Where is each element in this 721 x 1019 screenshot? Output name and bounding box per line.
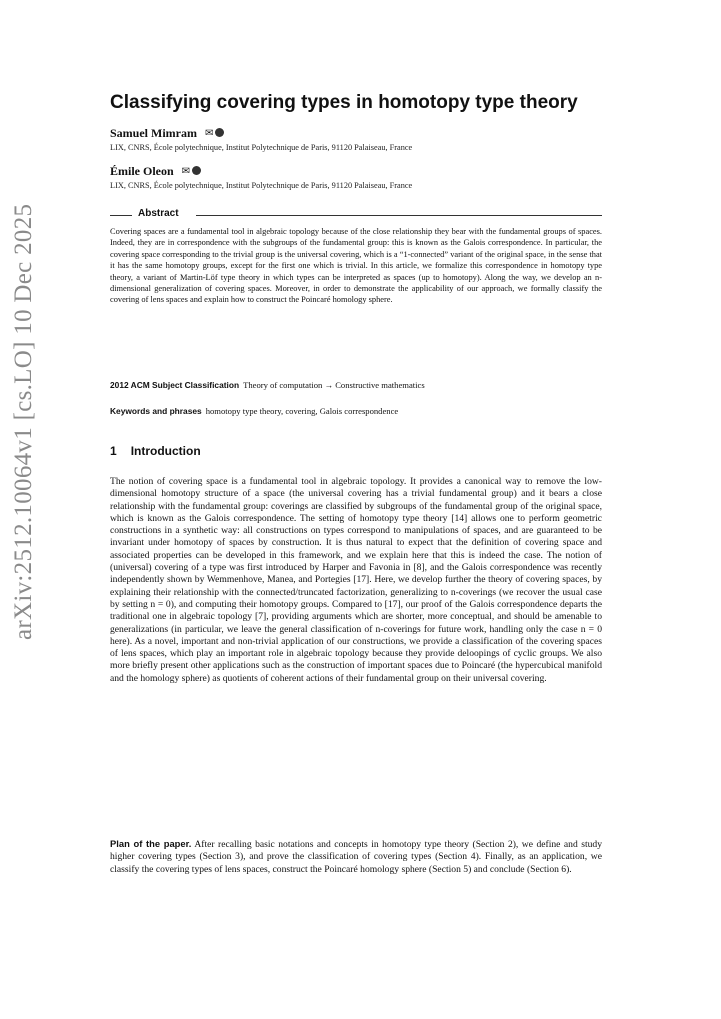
author-links	[182, 166, 201, 177]
abstract-rule-right	[196, 215, 602, 216]
keywords	[110, 406, 602, 416]
author-name	[110, 164, 201, 179]
author-name	[110, 126, 224, 141]
arxiv-identifier: arXiv:2512.10064v1 [cs.LO] 10 Dec 2025	[10, 203, 37, 640]
abstract-label: Abstract	[138, 208, 179, 219]
section-number: 1	[110, 444, 117, 458]
orcid-icon[interactable]	[192, 166, 201, 175]
author-affiliation: LIX, CNRS, École polytechnique, Institut Polytechnique de Paris, 91120 Palaiseau, France	[110, 181, 413, 190]
plan-paragraph	[110, 838, 602, 876]
author-name-text: Émile Oleon	[110, 164, 174, 178]
acm-label: 2012 ACM Subject Classification	[110, 380, 240, 390]
section-heading	[110, 444, 201, 458]
keywords-text: homotopy type theory, covering, Galois correspondence	[205, 406, 399, 416]
acm-classification	[110, 380, 602, 390]
abstract-header	[110, 208, 602, 222]
abstract-rule-left	[110, 215, 132, 216]
author-affiliation: LIX, CNRS, École polytechnique, Institut Polytechnique de Paris, 91120 Palaiseau, France	[110, 143, 413, 152]
envelope-icon[interactable]: ✉	[181, 166, 191, 177]
abstract-text: Covering spaces are a fundamental tool in algebraic topology because of the close relationship they bear with the fundamental groups of spaces. Indeed, they are in correspondence with the subgroups of the fundamental group: this is known as the Galois correspondence. In particular, the covering space corresponding to the trivial group is the universal covering, which is a “1-connected” variant of the original space, in the sense that it has the same homotopy groups, except for the first one which is trivial. In this article, we formalize this correspondence in homotopy type theory, a variant of Martin-Löf type theory in which types can be interpreted as spaces (up to homotopy). Along the way, we develop an n-dimensional generalization of covering spaces. Moreover, in order to demonstrate the applicability of our approach, we formally classify the covering of lens spaces and explain how to construct the Poincaré homology sphere.	[110, 227, 602, 305]
keywords-label: Keywords and phrases	[110, 406, 202, 416]
paper-title: Classifying covering types in homotopy type theory	[110, 92, 578, 113]
section-title: Introduction	[130, 444, 201, 458]
orcid-icon[interactable]	[215, 128, 224, 137]
introduction-paragraph: The notion of covering space is a fundamental tool in algebraic topology. It provides a canonical way to remove the low-dimensional homotopy structure of a space (the universal covering has a trivial fundamental group) and it bears a close relationship with the fundamental group: coverings are classified by subgroups of the fundamental group of the original space, which is known as the Galois correspondence. The setting of homotopy type theory [14] allows one to perform geometric constructions in a synthetic way: all constructions on types correspond to manipulations of spaces, and are guaranteed to be invariant under homotopy of spaces by construction. It is thus natural to expect that the definition of covering space and associated properties can be developed in this framework, and we explain here that this is indeed the case. The notion of (universal) covering of a type was first introduced by Harper and Favonia in [8], and the Galois correspondence was recently independently shown by Wemmenhove, Manea, and Portegies [17]. Here, we develop further the theory of covering spaces, by explaining their relationship with the connected/truncated factorization, generalizing to n-coverings (we recover the usual case by setting n = 0), and computing their homotopy groups. Compared to [17], our proof of the Galois correspondence departs the traditional one in algebraic topology [7], providing arguments which are shorter, more conceptual, and should be amenable to generalizations (in particular, we leave the general classification of n-coverings for future work, handling only the case n = 0 here). As a novel, important and non-trivial application of our constructions, we provide a classification of the covering spaces of lens spaces, which play an important role in algebraic topology because they provide deloopings of cyclic groups. We also more briefly present other applications such as the construction of important spaces due to Poincaré (the hypercubical manifold and the homology sphere) as quotients of coherent actions of their fundamental group on their universal covering.	[110, 476, 602, 684]
acm-text: Theory of computation → Constructive mathematics	[243, 380, 425, 390]
plan-label: Plan of the paper.	[110, 838, 192, 849]
author-links	[205, 128, 224, 139]
envelope-icon[interactable]: ✉	[204, 128, 214, 139]
author-name-text: Samuel Mimram	[110, 126, 197, 140]
plan-text: After recalling basic notations and concepts in homotopy type theory (Section 2), we define and study higher covering types (Section 3), and prove the classification of covering types (Section 4). Finally, as an application, we classify the covering types of lens spaces, construct the Poincaré homology sphere (Section 5) and conclude (Section 6).	[110, 839, 602, 875]
